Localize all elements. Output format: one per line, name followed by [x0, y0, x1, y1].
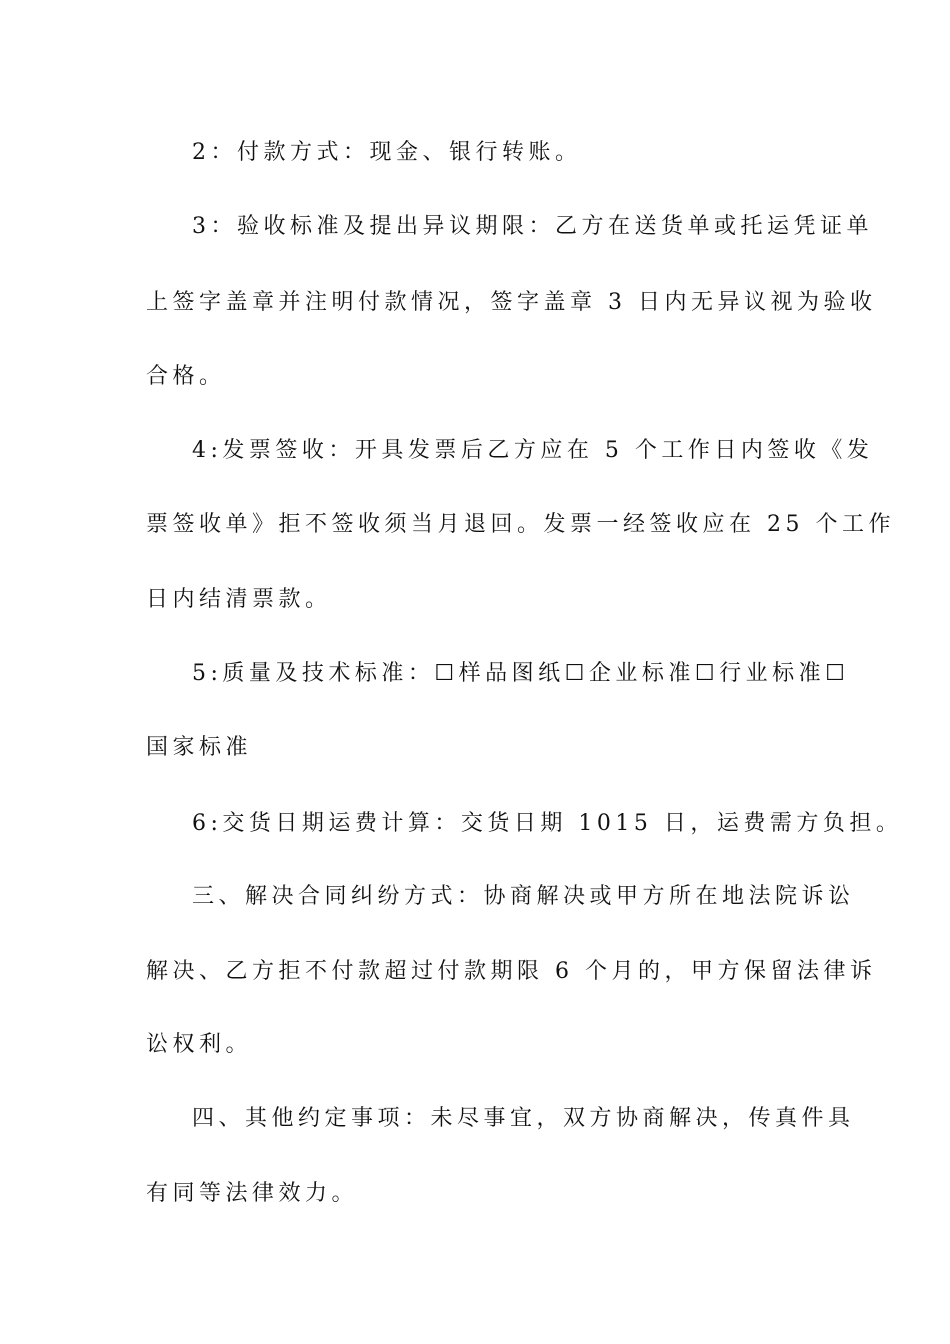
- text-line-dispute-3: 讼权利。: [146, 1032, 253, 1057]
- text-line-invoice-1: 4:发票签收：开具发票后乙方应在 5 个工作日内签收《发: [192, 438, 874, 463]
- text-line-acceptance-2: 上签字盖章并注明付款情况，签字盖章 3 日内无异议视为验收: [146, 290, 877, 315]
- text-line-acceptance-3: 合格。: [146, 364, 226, 389]
- text-line-payment-method: 2：付款方式：现金、银行转账。: [192, 140, 582, 165]
- text-line-invoice-3: 日内结清票款。: [146, 587, 332, 612]
- text-line-other-1: 四、其他约定事项：未尽事宜，双方协商解决，传真件具: [192, 1106, 855, 1131]
- text-line-acceptance-1: 3：验收标准及提出异议期限：乙方在送货单或托运凭证单: [192, 214, 873, 239]
- text-line-delivery: 6:交货日期运费计算：交货日期 1015 日，运费需方负担。: [192, 811, 903, 836]
- text-line-quality-2: 国家标准: [146, 735, 253, 760]
- text-line-dispute-2: 解决、乙方拒不付款超过付款期限 6 个月的，甲方保留法律诉: [146, 959, 877, 984]
- text-line-other-2: 有同等法律效力。: [146, 1181, 359, 1206]
- text-line-quality-1: 5:质量及技术标准：☐样品图纸☐企业标准☐行业标准☐: [192, 661, 850, 686]
- text-line-dispute-1: 三、解决合同纠纷方式：协商解决或甲方所在地法院诉讼: [192, 884, 855, 909]
- text-line-invoice-2: 票签收单》拒不签收须当月退回。发票一经签收应在 25 个工作: [146, 512, 895, 537]
